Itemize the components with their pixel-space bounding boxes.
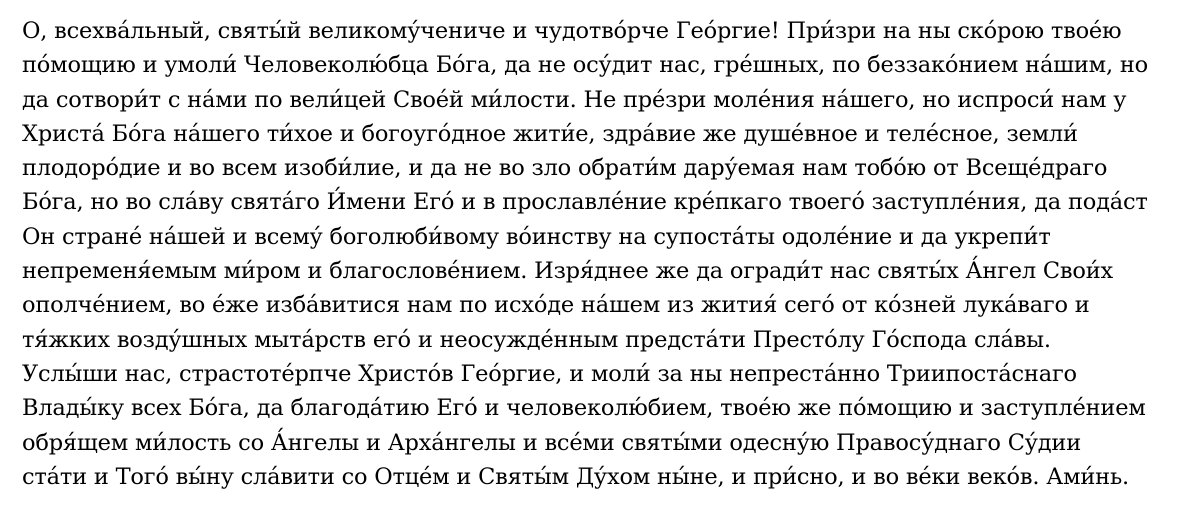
text-line: ста́ти и Того́ вы́ну сла́вити со Отце́м и Святы́м Ду́хом ны́не, и при́сно, и во ве́ки веко́в. Ами́нь.	[22, 463, 1129, 490]
text-line: Бо́га, но во сла́ву свята́го И́мени Его́ и в прославле́ние кре́пкаго твоего́ заступле́ния, да пода́ст	[22, 189, 1148, 216]
text-line: О, всехва́льный, святы́й великому́чениче и чудотво́рче Гео́ргие! При́зри на ны ско́рою твое́ю	[22, 18, 1122, 44]
text-line: плодоро́дие и во всем изоби́лие, и да не во зло обрати́м дару́емая нам тобо́ю от Всеще́драго	[22, 155, 1108, 182]
text-line: ополче́нием, во е́же изба́витися нам по исхо́де на́шем из жития́ сего́ от ко́зней лука́ваго и	[22, 292, 1090, 319]
prayer-text-block	[22, 14, 1187, 494]
text-line: Он стране́ на́шей и всему́ боголюби́вому во́инству на супоста́ты одоле́ние и да укрепи́т	[22, 223, 1051, 250]
text-line: да сотвори́т с на́ми по вели́цей Свое́й ми́лости. Не пре́зри моле́ния на́шего, но испроси́ нам у	[22, 86, 1127, 113]
text-line: Влады́ку всех Бо́га, да благода́тию Его́ и человеколю́бием, твое́ю же по́мощию и заступле́нием	[22, 395, 1146, 422]
text-line: непременя́емым ми́ром и благослове́нием. Изря́днее же да огради́т нас святы́х А́нгел Свои́х	[22, 258, 1114, 285]
text-line: по́мощию и умоли́ Человеколю́бца Бо́га, да не осу́дит нас, гре́шных, по беззако́нием на́шим, но	[22, 52, 1149, 79]
text-line: Христа́ Бо́га на́шего ти́хое и богоуго́дное жити́е, здра́вие же душе́вное и теле́сное, земли́	[22, 120, 1078, 147]
text-line: Услы́ши нас, страстоте́рпче Христо́в Гео́ргие, и моли́ за ны непреста́нно Триипоста́снаго	[22, 360, 1077, 387]
text-line: обря́щем ми́лость со А́нгелы и Арха́нгелы и все́ми святы́ми одесну́ю Правосу́днаго Су́дии	[22, 429, 1081, 456]
text-line: тя́жких возду́шных мыта́рств его́ и неосужде́нным предста́ти Престо́лу Го́спода сла́вы.	[22, 326, 1051, 353]
